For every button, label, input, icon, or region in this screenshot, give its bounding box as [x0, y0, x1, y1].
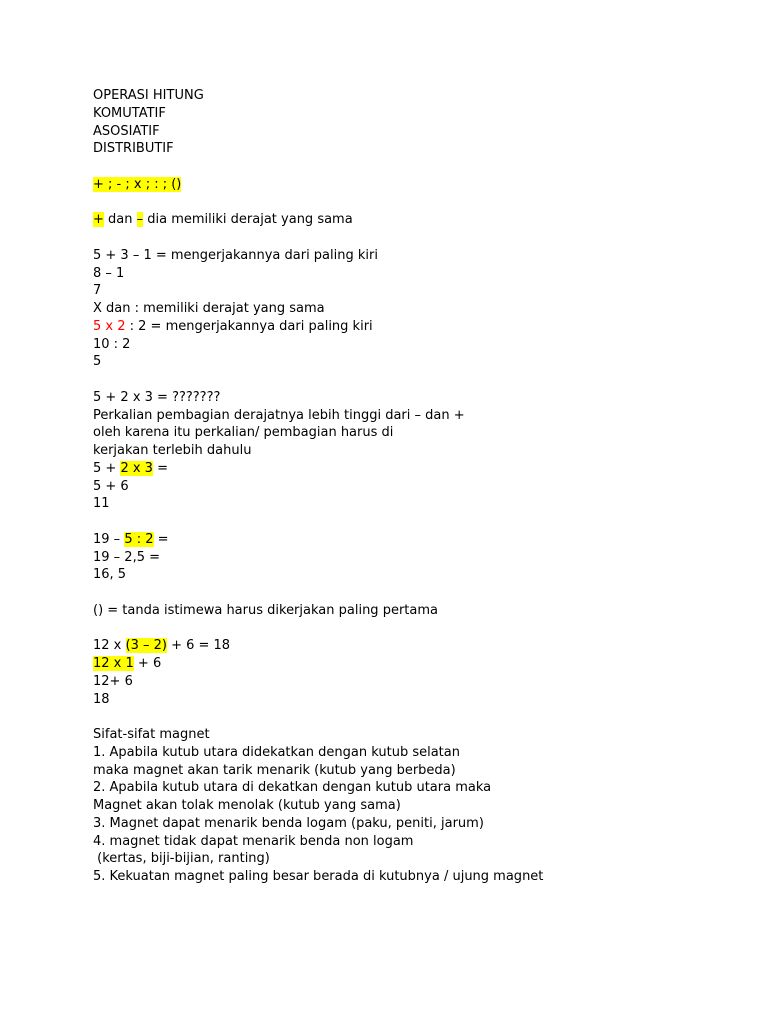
- highlighted-expression: 12 x 1: [93, 656, 134, 671]
- example3-line1-pre: 19 –: [93, 531, 125, 547]
- highlighted-expression: 5 : 2: [124, 531, 154, 547]
- example1-line3: 7: [93, 283, 102, 299]
- example2-line2: Perkalian pembagian derajatnya lebih tinggi dari – dan +: [93, 407, 465, 423]
- spacer: [93, 371, 733, 389]
- parentheses-rule: () = tanda istimewa harus dikerjakan paling pertama: [93, 602, 438, 618]
- example3-line2: 19 – 2,5 =: [93, 549, 161, 565]
- same-degree-text: dia memiliki derajat yang sama: [143, 212, 353, 228]
- topic-komutatif: KOMUTATIF: [93, 105, 166, 121]
- example2-line5-post: =: [152, 460, 168, 476]
- spacer: [93, 229, 733, 247]
- example4-line1: [93, 637, 733, 655]
- spacer: [93, 708, 733, 726]
- example2-line7: 11: [93, 496, 110, 512]
- document-page: [93, 87, 733, 886]
- same-degree-rule: [93, 211, 733, 229]
- magnet-line: Magnet akan tolak menolak (kutub yang sama): [93, 798, 401, 813]
- example1-line4: X dan : memiliki derajat yang sama: [93, 301, 325, 316]
- example3-line1-post: =: [153, 531, 169, 547]
- example4-line2-post: + 6: [133, 656, 162, 671]
- topic-distributif: DISTRIBUTIF: [93, 141, 174, 157]
- highlighted-expression: 2 x 3: [120, 460, 153, 476]
- example2-line4: kerjakan terlebih dahulu: [93, 443, 252, 458]
- example2-line1: 5 + 2 x 3 = ???????: [93, 389, 221, 405]
- spacer: [93, 194, 733, 212]
- highlighted-expression: (3 – 2): [125, 638, 167, 654]
- operator-symbols: + ; - ; x ; : ; (): [93, 176, 182, 192]
- example4-line1-post: + 6 = 18: [166, 638, 231, 654]
- magnet-line: maka magnet akan tarik menarik (kutub yang berbeda): [93, 762, 456, 778]
- example2-line5: [93, 460, 733, 478]
- example1-line5-rest: : 2 = mengerjakannya dari paling kiri: [125, 318, 373, 334]
- example1-line1: 5 + 3 – 1 = mengerjakannya dari paling kiri: [93, 247, 378, 263]
- operator-list: [93, 176, 733, 194]
- magnet-line: 2. Apabila kutub utara di dekatkan dengan kutub utara maka: [93, 780, 492, 796]
- example4-line2: [93, 655, 733, 673]
- example2-line3: oleh karena itu perkalian/ pembagian harus di: [93, 425, 394, 441]
- example1-line2: 8 – 1: [93, 265, 125, 281]
- example4-line4: 18: [93, 691, 110, 707]
- doc-title: OPERASI HITUNG: [93, 88, 204, 103]
- example1-line6: 10 : 2: [93, 336, 131, 352]
- spacer: [93, 584, 733, 602]
- spacer: [93, 513, 733, 531]
- magnet-line: 1. Apabila kutub utara didekatkan dengan kutub selatan: [93, 744, 460, 760]
- example3-line3: 16, 5: [93, 567, 127, 583]
- topic-asosiatif: ASOSIATIF: [93, 123, 160, 139]
- red-expression: 5 x 2: [93, 318, 126, 334]
- spacer: [93, 620, 733, 638]
- example2-line5-pre: 5 +: [93, 460, 121, 476]
- example4-line1-pre: 12 x: [93, 638, 126, 654]
- example1-line5: [93, 318, 733, 336]
- magnet-line: 5. Kekuatan magnet paling besar berada di kutubnya / ujung magnet: [93, 869, 544, 884]
- plus-symbol: +: [93, 212, 104, 228]
- magnet-line: (kertas, biji-bijian, ranting): [93, 851, 270, 867]
- example2-line6: 5 + 6: [93, 478, 129, 494]
- magnet-line: 3. Magnet dapat menarik benda logam (paku, peniti, jarum): [93, 815, 484, 831]
- dan-text: dan: [103, 212, 137, 228]
- spacer: [93, 158, 733, 176]
- example3-line1: [93, 531, 733, 549]
- example4-line3: 12+ 6: [93, 673, 133, 689]
- minus-symbol: –: [136, 212, 144, 228]
- magnet-section-title: Sifat-sifat magnet: [93, 727, 210, 742]
- magnet-line: 4. magnet tidak dapat menarik benda non logam: [93, 833, 414, 849]
- example1-line7: 5: [93, 354, 102, 370]
